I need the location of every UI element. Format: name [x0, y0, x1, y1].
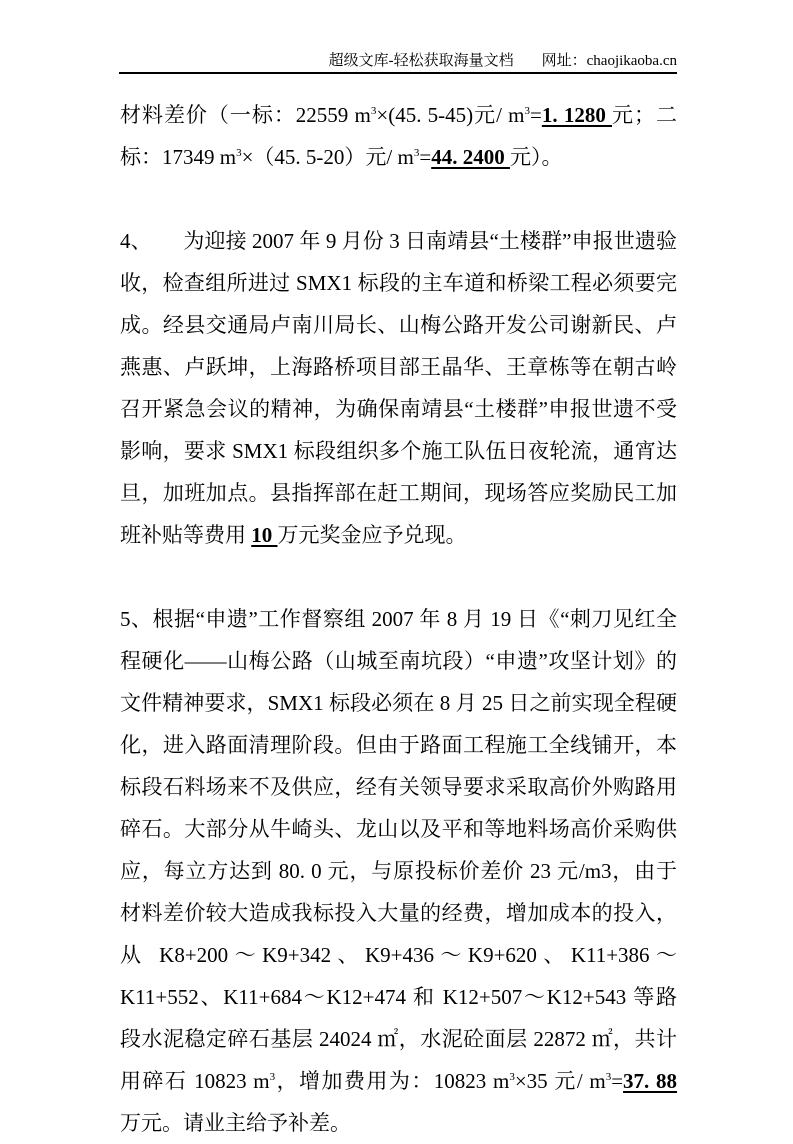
superscript-exponent: 3 [413, 147, 420, 159]
superscript-exponent: 3 [370, 105, 377, 117]
text-segment: 4、 为迎接 2007 年 9 月份 3 日南靖县“土楼群”申报世遗验收，检查组所进过 SMX1 标段的主车道和桥梁工程必须要完成。经县交通局卢南川局长、山梅公路开发公司谢新民、卢燕惠、卢跃坤，上海路桥项目部王晶华、王章栋等在朝古岭召开紧急会议的精神，为确保南靖县“土楼群”申报世遗不受影响，要求 SMX1 标段组织多个施工队伍日夜轮流，通宵达旦，加班加点。县指挥部在赶工期间，现场答应奖励民工加班补贴等费用 [120, 229, 677, 547]
text-segment: 1. 1280 [541, 103, 613, 127]
page-header [119, 51, 677, 71]
text-segment: 万元奖金应予兑现。 [277, 523, 467, 547]
text-segment: 元）。 [509, 145, 563, 169]
text-segment: ×35 元/ m [514, 1069, 606, 1093]
text-segment: 5、根据“申遗”工作督察组 2007 年 8 月 19 日《“刺刀见红全程硬化——山梅公路（山城至南坑段）“申遗”攻坚计划》的文件精神要求，SMX1 标段必须在 8 月 25 日之前实现全程硬化，进入路面清理阶段。但由于路面工程施工全线铺开，本标段石料场来不及供应，经有关领导要求采取高价外购路用碎石。大部分从牛崎头、龙山以及平和等地料场高价采购供应，每立方达到 80. 0 元，与原投标价差价 23 元/m3，由于材料差价较大造成我标投入大量的经费，增加成本的投入，从 K8+200～K9+342、K9+436～K9+620、K11+386～K11+552、K11+684～K12+474 和 K12+507～K12+543 等路段水泥稳定碎石基层 24024 ㎡，水泥砼面层 22872 ㎡，共计用碎石 10823 m [120, 607, 677, 1093]
text-segment: 37. 88 [623, 1069, 678, 1093]
text-segment: 万元。请业主给予补差。 [120, 1111, 351, 1135]
text-segment: ×（45. 5-20）元/ m [241, 145, 414, 169]
header-url: chaojikaoba.cn [586, 53, 677, 69]
text-segment: 10 [251, 523, 278, 547]
text-segment: = [611, 1069, 624, 1093]
text-segment: ×(45. 5-45)元/ m [376, 103, 525, 127]
superscript-exponent: 3 [269, 1071, 276, 1083]
text-segment: 材料差价（一标：22559 m [120, 103, 371, 127]
superscript-exponent: 3 [524, 105, 530, 117]
header-url-label: 网址： [541, 53, 587, 69]
text-segment: 44. 2400 [431, 145, 510, 169]
para-item-4 [120, 220, 677, 556]
text-segment: = [419, 145, 432, 169]
para-material-price-diff [120, 94, 677, 178]
superscript-exponent: 3 [509, 1071, 515, 1083]
text-segment: = [530, 103, 542, 127]
text-segment: 元；二标：17349 m [120, 103, 677, 169]
superscript-exponent: 3 [605, 1071, 612, 1083]
header-divider [119, 72, 677, 74]
document-body [120, 94, 677, 1144]
text-segment: ，增加费用为：10823 m [275, 1069, 510, 1093]
superscript-exponent: 3 [236, 147, 242, 159]
para-item-5 [120, 598, 677, 1144]
header-site-name: 超级文库-轻松获取海量文档 [328, 53, 514, 69]
